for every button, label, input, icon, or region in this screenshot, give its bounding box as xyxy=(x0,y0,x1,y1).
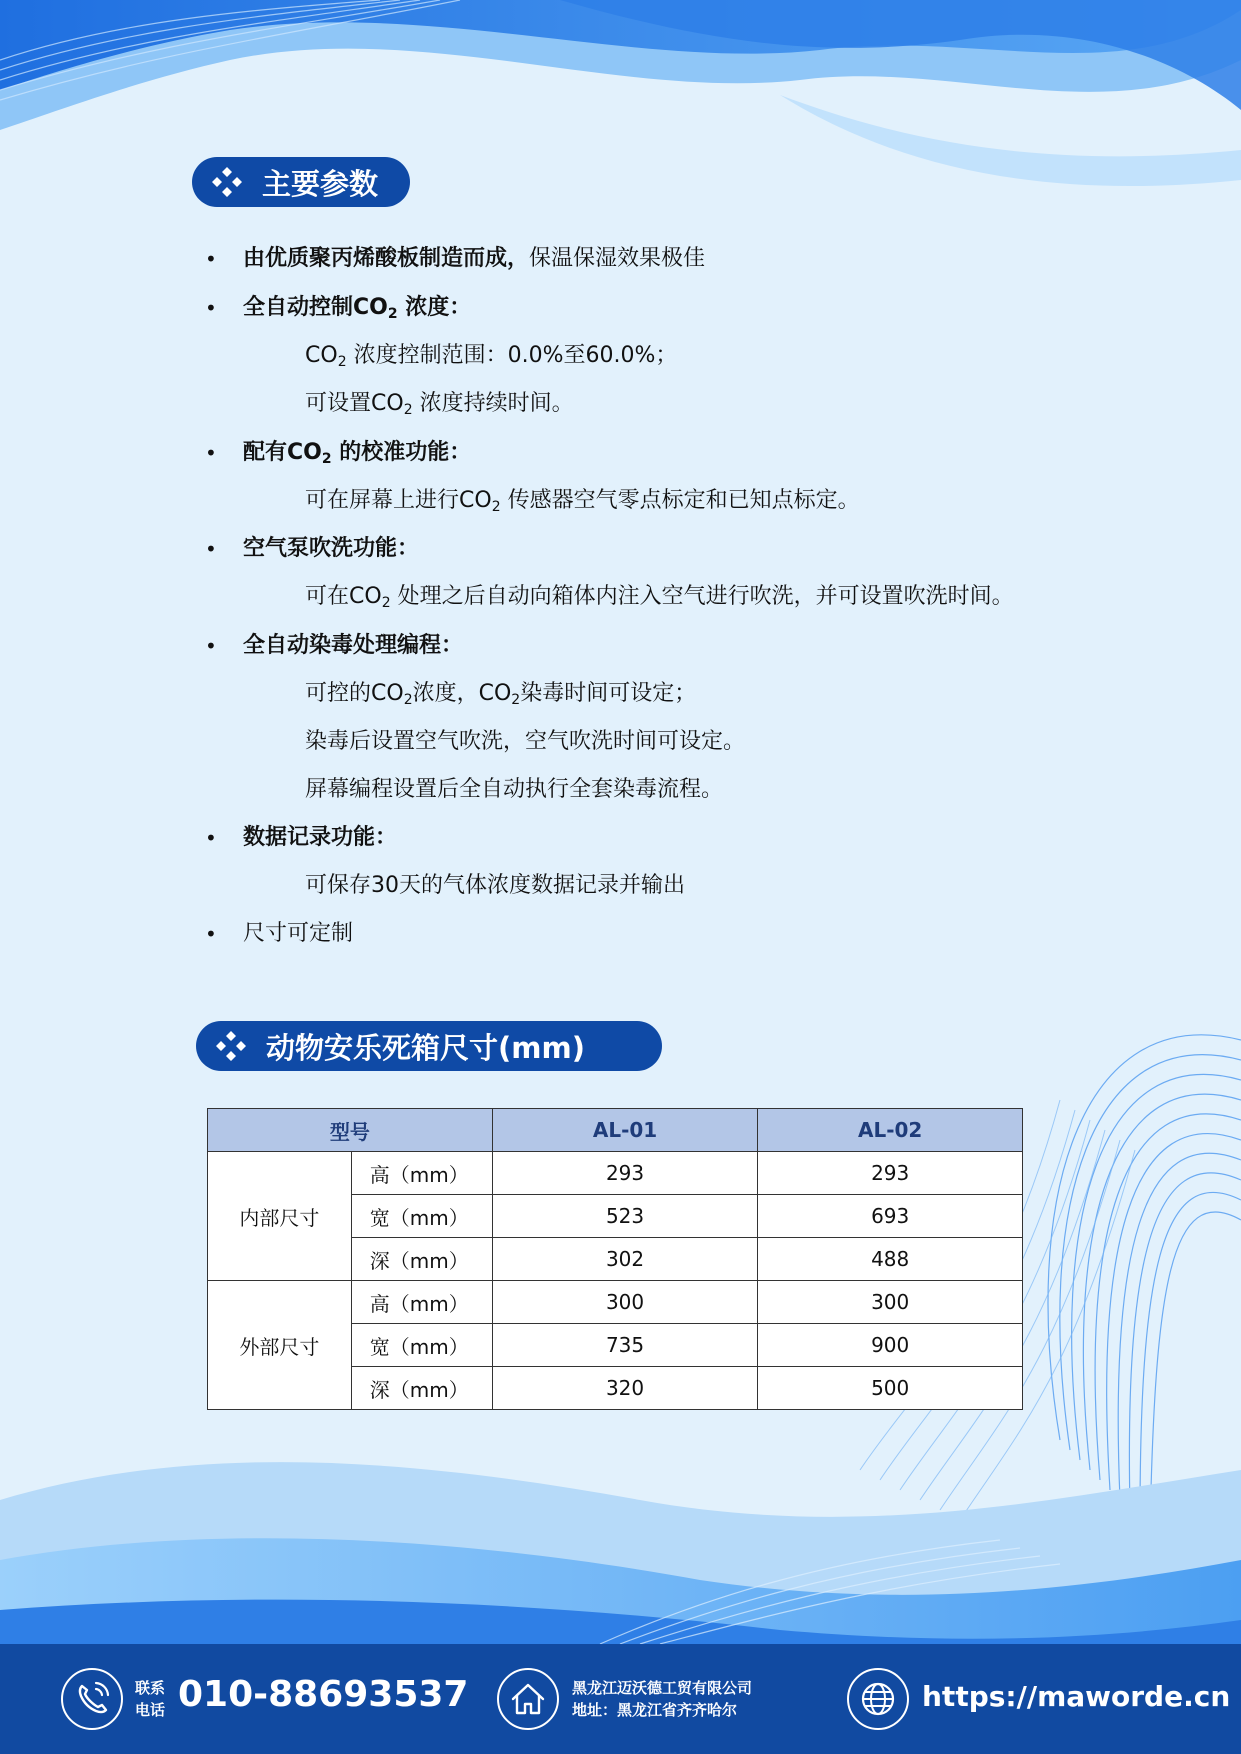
value-cell: 320 xyxy=(492,1367,758,1410)
value-cell: 900 xyxy=(758,1324,1023,1367)
dim-label: 宽（mm） xyxy=(351,1195,492,1238)
list-item: • 空气泵吹洗功能： xyxy=(243,534,419,564)
dim-label: 深（mm） xyxy=(351,1238,492,1281)
value-cell: 293 xyxy=(492,1152,758,1195)
section-title-params xyxy=(192,157,410,207)
phone-number: 010-88693537 xyxy=(178,1674,469,1715)
group-label-inner: 内部尺寸 xyxy=(208,1152,352,1281)
value-cell: 293 xyxy=(758,1152,1023,1195)
value-cell: 523 xyxy=(492,1195,758,1238)
website-link[interactable]: https://maworde.cn xyxy=(922,1680,1231,1713)
dim-label: 高（mm） xyxy=(351,1281,492,1324)
company-name: 黑龙江迈沃德工贸有限公司 xyxy=(572,1679,753,1697)
table-row xyxy=(208,1281,1023,1324)
dim-label: 高（mm） xyxy=(351,1152,492,1195)
phone-icon xyxy=(61,1668,123,1730)
header-al02: AL-02 xyxy=(758,1109,1023,1152)
value-cell: 500 xyxy=(758,1367,1023,1410)
list-subitem: 可在屏幕上进行$CO_2$ 传感器空气零点标定和已知点标定。 xyxy=(305,488,860,515)
bullet-icon: • xyxy=(205,826,217,850)
company-address: 地址：黑龙江省齐齐哈尔 xyxy=(572,1701,738,1719)
table-header-row xyxy=(208,1109,1023,1152)
list-item: • 尺寸可定制 xyxy=(243,919,353,949)
list-subitem: 染毒后设置空气吹洗，空气吹洗时间可设定。 xyxy=(305,729,746,754)
value-cell: 735 xyxy=(492,1324,758,1367)
list-item: • 数据记录功能： xyxy=(243,823,397,853)
value-cell: 300 xyxy=(758,1281,1023,1324)
bullet-icon: • xyxy=(205,441,217,465)
table-row xyxy=(208,1152,1023,1195)
value-cell: 302 xyxy=(492,1238,758,1281)
home-icon xyxy=(497,1668,559,1730)
list-subitem: 可设置$CO_2$ 浓度持续时间。 xyxy=(305,391,574,418)
diamond-cluster-icon xyxy=(214,1029,248,1063)
list-item: • 由优质聚丙烯酸板制造而成，保温保湿效果极佳 xyxy=(243,244,705,274)
dim-label: 深（mm） xyxy=(351,1367,492,1410)
bullet-icon: • xyxy=(205,247,217,271)
contact-label: 联系 电话 xyxy=(135,1679,166,1719)
value-cell: 693 xyxy=(758,1195,1023,1238)
bullet-icon: • xyxy=(205,296,217,320)
list-subitem: 可控的$CO_2$浓度，$CO_2$染毒时间可设定； xyxy=(305,681,697,708)
header-al01: AL-01 xyxy=(492,1109,758,1152)
list-item: • 配有$CO_2$ 的校准功能： xyxy=(205,440,472,467)
list-subitem: $CO_2$ 浓度控制范围：0.0%至60.0%； xyxy=(305,343,678,370)
footer-bar xyxy=(0,1644,1241,1754)
section-title-dims-text: 动物安乐死箱尺寸(mm) xyxy=(266,1030,585,1065)
value-cell: 300 xyxy=(492,1281,758,1324)
bullet-icon: • xyxy=(205,922,217,946)
company-info xyxy=(572,1677,752,1721)
section-title-dims xyxy=(196,1021,662,1071)
dimensions-table xyxy=(207,1108,1023,1410)
list-item: • 全自动控制$CO_2$ 浓度： xyxy=(205,295,472,322)
list-subitem: 可在$CO_2$ 处理之后自动向箱体内注入空气进行吹洗，并可设置吹洗时间。 xyxy=(305,584,1014,611)
list-subitem: 屏幕编程设置后全自动执行全套染毒流程。 xyxy=(305,777,724,802)
list-subitem: 可保存30天的气体浓度数据记录并输出 xyxy=(305,873,685,898)
diamond-cluster-icon xyxy=(210,165,244,199)
globe-icon xyxy=(847,1668,909,1730)
header-model: 型号 xyxy=(208,1109,493,1152)
bullet-icon: • xyxy=(205,537,217,561)
bullet-icon: • xyxy=(205,634,217,658)
group-label-outer: 外部尺寸 xyxy=(208,1281,352,1410)
section-title-params-text: 主要参数 xyxy=(262,166,379,201)
list-item: • 全自动染毒处理编程： xyxy=(243,631,463,661)
dim-label: 宽（mm） xyxy=(351,1324,492,1367)
value-cell: 488 xyxy=(758,1238,1023,1281)
